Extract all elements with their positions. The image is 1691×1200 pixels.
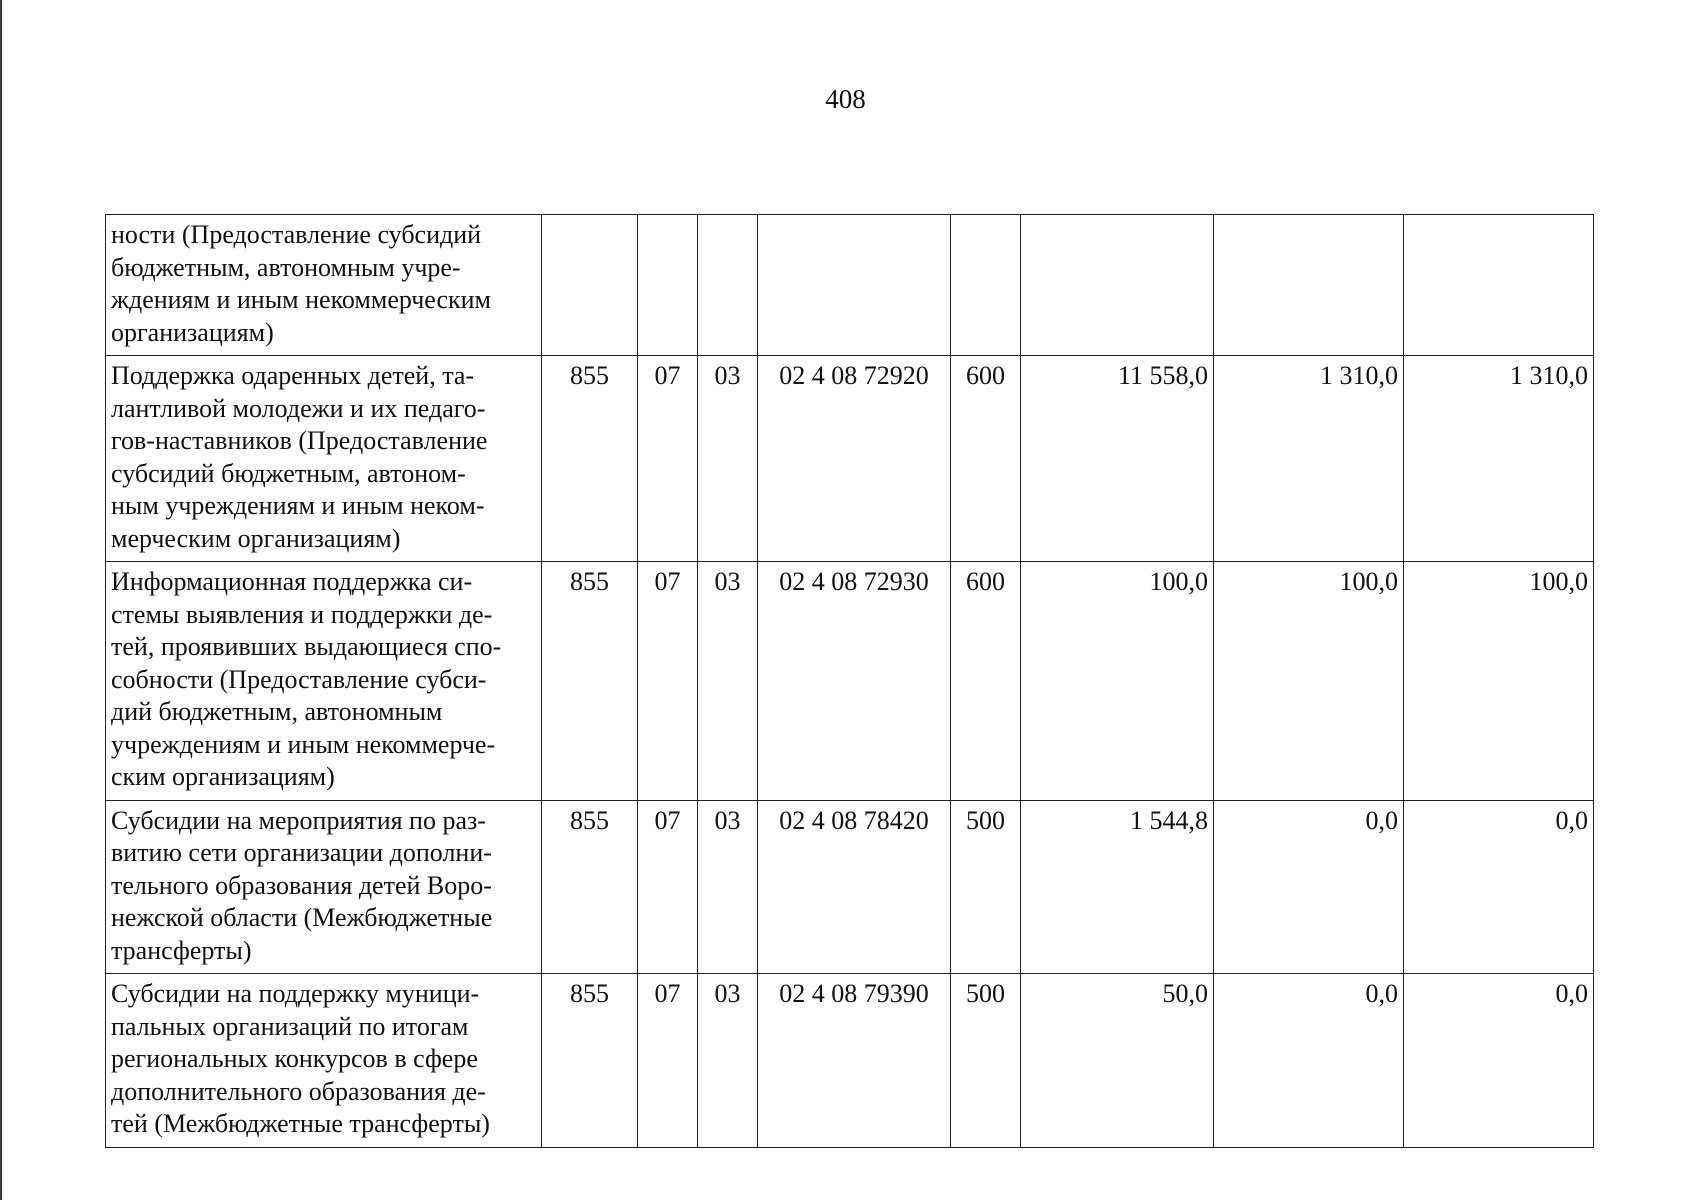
expense-type-code: 600 xyxy=(951,562,1021,801)
table-row xyxy=(106,215,1594,356)
subsection-code xyxy=(698,215,758,356)
amount-1: 11 558,0 xyxy=(1021,356,1214,562)
amount-3 xyxy=(1404,215,1594,356)
row-name: Поддержка одаренных детей, та- лантливой молодежи и их педаго- гов-наставников (Предоставление субсидий бюджетным, автоном- ным учреждениям и иным неком- мерческим организациям) xyxy=(106,356,542,562)
amount-3: 0,0 xyxy=(1404,800,1594,974)
row-name: Информационная поддержка си- стемы выявления и поддержки де- тей, проявивших выдающиеся спо- собности (Предоставление субси- дий бюджетным, автономным учреждениям и иным некоммерче- ским организациям) xyxy=(106,562,542,801)
amount-1: 1 544,8 xyxy=(1021,800,1214,974)
amount-1: 50,0 xyxy=(1021,974,1214,1148)
amount-2 xyxy=(1214,215,1404,356)
section-code: 07 xyxy=(638,356,698,562)
expense-type-code: 500 xyxy=(951,800,1021,974)
target-code: 02 4 08 72920 xyxy=(758,356,951,562)
table-row xyxy=(106,800,1594,974)
ministry-code xyxy=(542,215,638,356)
target-code: 02 4 08 78420 xyxy=(758,800,951,974)
row-name: Субсидии на поддержку муници- пальных организаций по итогам региональных конкурсов в сфере дополнительного образования де- тей (Межбюджетные трансферты) xyxy=(106,974,542,1148)
amount-2: 0,0 xyxy=(1214,974,1404,1148)
amount-2: 1 310,0 xyxy=(1214,356,1404,562)
ministry-code: 855 xyxy=(542,974,638,1148)
row-name: Субсидии на мероприятия по раз- витию сети организации дополни- тельного образования детей Воро- нежской области (Межбюджетные трансферты) xyxy=(106,800,542,974)
budget-table xyxy=(105,214,1594,1148)
amount-1 xyxy=(1021,215,1214,356)
section-code xyxy=(638,215,698,356)
ministry-code: 855 xyxy=(542,356,638,562)
scan-left-edge xyxy=(0,0,2,1200)
amount-3: 1 310,0 xyxy=(1404,356,1594,562)
ministry-code: 855 xyxy=(542,800,638,974)
page-number: 408 xyxy=(825,84,866,114)
subsection-code: 03 xyxy=(698,562,758,801)
table-row xyxy=(106,562,1594,801)
amount-3: 0,0 xyxy=(1404,974,1594,1148)
row-name: ности (Предоставление субсидий бюджетным, автономным учре- ждениям и иным некоммерческим организациям) xyxy=(106,215,542,356)
target-code: 02 4 08 79390 xyxy=(758,974,951,1148)
subsection-code: 03 xyxy=(698,356,758,562)
section-code: 07 xyxy=(638,800,698,974)
section-code: 07 xyxy=(638,562,698,801)
table-row xyxy=(106,356,1594,562)
expense-type-code: 600 xyxy=(951,356,1021,562)
amount-1: 100,0 xyxy=(1021,562,1214,801)
ministry-code: 855 xyxy=(542,562,638,801)
subsection-code: 03 xyxy=(698,974,758,1148)
target-code: 02 4 08 72930 xyxy=(758,562,951,801)
section-code: 07 xyxy=(638,974,698,1148)
table-row xyxy=(106,974,1594,1148)
expense-type-code: 500 xyxy=(951,974,1021,1148)
amount-2: 100,0 xyxy=(1214,562,1404,801)
target-code xyxy=(758,215,951,356)
expense-type-code xyxy=(951,215,1021,356)
subsection-code: 03 xyxy=(698,800,758,974)
amount-2: 0,0 xyxy=(1214,800,1404,974)
amount-3: 100,0 xyxy=(1404,562,1594,801)
